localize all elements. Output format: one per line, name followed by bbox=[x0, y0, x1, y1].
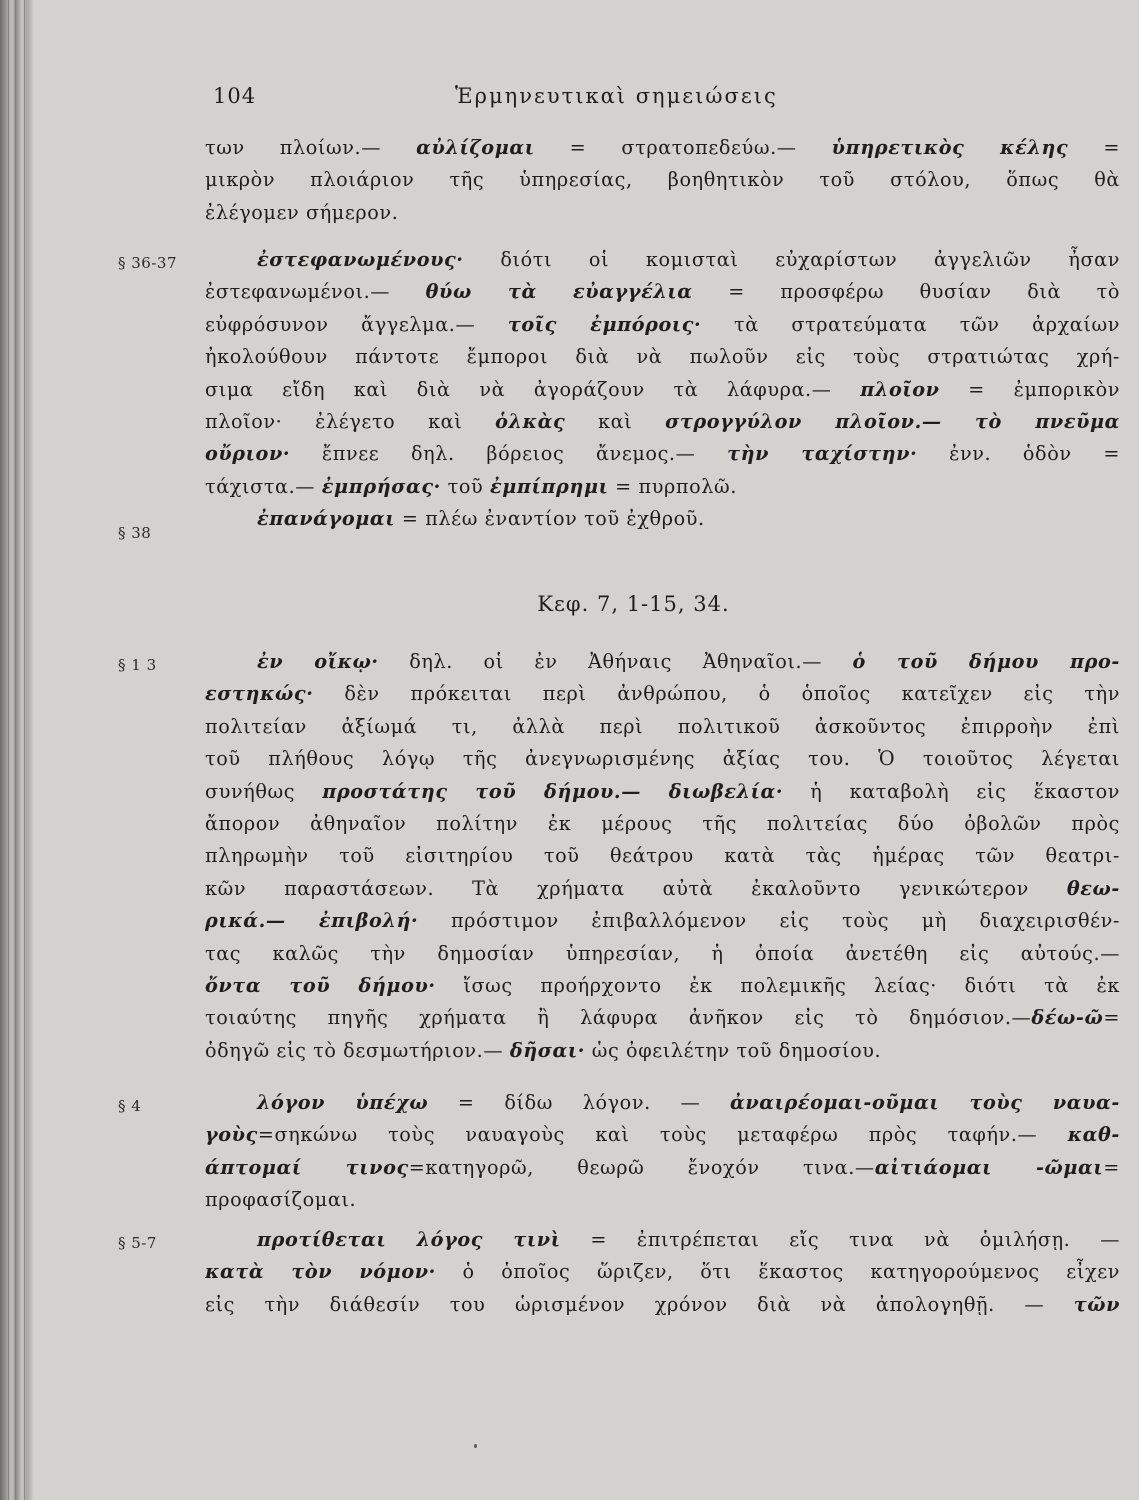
lemma-term: λόγον ὑπέχω bbox=[257, 1091, 429, 1114]
lemma-term: θύω τὰ εὐαγγέλια bbox=[425, 280, 693, 304]
lemma-term: εστηκώς· bbox=[205, 682, 314, 706]
gloss-text: διότι οἱ κομισταὶ εὐχαρίστων ἀγγελιῶν ἦσαν bbox=[463, 248, 1120, 271]
gloss-text: πληρωμὴν τοῦ εἰσιτηρίου τοῦ θεάτρου κατὰ τὰς ἡμέρας τῶν θεατρι- bbox=[205, 844, 1120, 868]
text-line bbox=[205, 840, 1120, 872]
text-line bbox=[205, 1152, 1120, 1184]
lemma-term: ἐπανάγομαι bbox=[257, 507, 396, 531]
page-edge-line bbox=[24, 0, 25, 1500]
page-header bbox=[0, 84, 1139, 118]
page-number: 104 bbox=[213, 84, 257, 108]
text-line bbox=[205, 341, 1120, 373]
lemma-term: πλοῖον bbox=[860, 377, 940, 401]
gloss-text: εἰς τὴν διάθεσίν του ὡρισμένον χρόνον διὰ νὰ ἀπολογηθῇ. — bbox=[205, 1292, 1074, 1316]
gloss-text: ἄπορον ἀθηναῖον πολίτην ἐκ μέρους τῆς πολιτείας δύο ὀβολῶν πρὸς bbox=[205, 811, 1120, 835]
margin-label-36-37: § 36-37 bbox=[118, 254, 178, 272]
text-line bbox=[205, 1035, 1120, 1067]
gloss-text: ἐλέγομεν σήμερον. bbox=[205, 200, 399, 224]
text-line bbox=[205, 1002, 1120, 1034]
chapter-heading: Κεφ. 7, 1-15, 34. bbox=[537, 592, 730, 616]
text-line bbox=[205, 471, 1120, 503]
dust-speck bbox=[474, 1444, 477, 1448]
text-line bbox=[205, 970, 1120, 1002]
text-line bbox=[205, 503, 1120, 535]
lemma-term: ὁ τοῦ δήμου προ- bbox=[852, 650, 1120, 673]
notes-block-36-38 bbox=[205, 244, 1120, 536]
notes-block-1-3 bbox=[205, 646, 1120, 1067]
gloss-text: ὁδηγῶ εἰς τὸ δεσμωτήριον.— bbox=[205, 1038, 510, 1062]
gloss-text: ἔπνεε δηλ. βόρειος ἄνεμος.— bbox=[290, 442, 728, 466]
gloss-text: ἡ καταβολὴ εἰς ἕκαστον bbox=[783, 779, 1120, 803]
text-line bbox=[205, 743, 1120, 775]
book-binding-edge bbox=[0, 0, 34, 1500]
gloss-text: κῶν παραστάσεων. Τὰ χρήματα αὐτὰ ἐκαλοῦντο γενικώτερον bbox=[205, 876, 1067, 900]
lemma-term: ὑπηρετικὸς κέλης bbox=[831, 136, 1069, 159]
gloss-text: ἐνν. ὁδὸν = bbox=[917, 442, 1120, 466]
text-line bbox=[205, 678, 1120, 710]
page-edge-line bbox=[8, 0, 9, 1500]
text-line bbox=[205, 808, 1120, 840]
lemma-term: ἐστεφανωμένους· bbox=[257, 248, 464, 271]
text-line bbox=[205, 776, 1120, 808]
text-line bbox=[205, 276, 1120, 308]
gloss-text: = ἐμπορικὸν bbox=[939, 377, 1120, 401]
gloss-text: = bbox=[1103, 1006, 1120, 1030]
gloss-text: =κατηγορῶ, θεωρῶ ἔνοχόν τινα.— bbox=[408, 1155, 875, 1179]
gloss-text: = προσφέρω θυσίαν διὰ τὸ bbox=[692, 280, 1120, 304]
lemma-term: καθ- bbox=[1067, 1123, 1120, 1147]
gloss-text: = στρατοπεδεύω.— bbox=[534, 136, 832, 159]
lemma-term: αὐλίζομαι bbox=[416, 136, 535, 159]
notes-block-5-7 bbox=[205, 1224, 1120, 1321]
gloss-text: τας καλῶς τὴν δημοσίαν ὑπηρεσίαν, ἡ ὁποία ἀνετέθη εἰς αὐτούς.— bbox=[205, 941, 1120, 965]
gloss-text: δηλ. οἱ ἐν Ἀθήναις Ἀθηναῖοι.— bbox=[378, 650, 853, 673]
page-edge-line bbox=[15, 0, 16, 1500]
text-line bbox=[205, 711, 1120, 743]
gloss-text: μικρὸν πλοιάριον τῆς ὑπηρεσίας, βοηθητικὸν τοῦ στόλου, ὅπως θὰ bbox=[205, 168, 1120, 192]
gloss-text: = bbox=[1103, 1155, 1120, 1179]
lemma-term: δέω-ῶ bbox=[1031, 1006, 1104, 1030]
notes-block-continued bbox=[205, 132, 1120, 229]
lemma-term: ἐμπίπρημι bbox=[489, 474, 609, 498]
margin-label-38: § 38 bbox=[118, 524, 152, 542]
lemma-term: άπτομαί τινος bbox=[205, 1155, 409, 1179]
lemma-term: ὁλκὰς bbox=[495, 409, 566, 433]
gloss-text: = δίδω λόγον. — bbox=[428, 1091, 730, 1114]
lemma-term: προστάτης τοῦ δήμου.— διωβελία· bbox=[322, 779, 784, 803]
text-line bbox=[205, 1119, 1120, 1151]
text-line bbox=[205, 197, 1120, 229]
text-line bbox=[205, 164, 1120, 196]
lemma-term: ἀναιρέομαι-οῦμαι τοὺς ναυα- bbox=[729, 1091, 1120, 1114]
lemma-term: τὴν ταχίστην· bbox=[727, 442, 918, 466]
running-title: Ἑρμηνευτικαὶ σημειώσεις bbox=[455, 84, 778, 108]
gloss-text: πρόστιμον ἐπιβαλλόμενον εἰς τοὺς μὴ διαχειρισθέν- bbox=[418, 909, 1120, 933]
lemma-term: ὄντα τοῦ δήμου· bbox=[205, 973, 436, 997]
notes-block-4 bbox=[205, 1087, 1120, 1217]
margin-label-1-3: § 1 3 bbox=[118, 656, 157, 674]
lemma-term: τοῖς ἐμπόροις· bbox=[507, 312, 702, 336]
gloss-text: = bbox=[1068, 136, 1120, 159]
gloss-text: σιμα εἴδη καὶ διὰ νὰ ἀγοράζουν τὰ λάφυρα.— bbox=[205, 377, 861, 401]
lemma-term: δῆσαι· bbox=[509, 1038, 586, 1062]
lemma-term: ρικά.— ἐπιβολή· bbox=[205, 909, 419, 933]
margin-label-5-7: § 5-7 bbox=[118, 1234, 157, 1252]
gloss-text: δὲν πρόκειται περὶ ἀνθρώπου, ὁ ὁποῖος κατεῖχεν εἰς τὴν bbox=[313, 682, 1120, 706]
gloss-text: τοῦ πλήθους λόγῳ τῆς ἀνεγνωρισμένης ἀξίας του. Ὁ τοιοῦτος λέγεται bbox=[205, 747, 1120, 771]
gloss-text: ἐστεφανωμένοι.— bbox=[205, 280, 426, 304]
lemma-term: οὔριον· bbox=[205, 442, 291, 466]
text-line bbox=[205, 406, 1120, 438]
lemma-term: ἐμπρήσας· bbox=[321, 474, 441, 498]
lemma-term: προτίθεται λόγος τινὶ bbox=[257, 1228, 561, 1251]
gloss-text: = πλέω ἐναντίον τοῦ ἐχθροῦ. bbox=[395, 507, 705, 531]
text-line bbox=[205, 309, 1120, 341]
lemma-term: θεω- bbox=[1066, 876, 1120, 900]
text-line bbox=[205, 1087, 1120, 1119]
text-line bbox=[205, 646, 1120, 678]
gloss-text: τὰ στρατεύματα τῶν ἀρχαίων bbox=[701, 312, 1120, 336]
text-line bbox=[205, 132, 1120, 164]
text-line bbox=[205, 873, 1120, 905]
gloss-text: τάχιστα.— bbox=[205, 474, 322, 498]
text-line bbox=[205, 1184, 1120, 1216]
lemma-term: στρογγύλον πλοῖον.— τὸ πνεῦμα bbox=[665, 409, 1120, 433]
gloss-text: ὁ ὁποῖος ὥριζεν, ὅτι ἕκαστος κατηγορούμενος εἶχεν bbox=[435, 1260, 1120, 1284]
lemma-term: γοὺς bbox=[205, 1123, 258, 1147]
gloss-text: πλοῖον· ἐλέγετο καὶ bbox=[205, 409, 496, 433]
text-line bbox=[205, 1224, 1120, 1256]
text-line bbox=[205, 438, 1120, 470]
lemma-term: τῶν bbox=[1073, 1292, 1120, 1316]
gloss-text: των πλοίων.— bbox=[205, 136, 417, 159]
text-line bbox=[205, 244, 1120, 276]
gloss-text: συνήθως bbox=[205, 779, 323, 803]
lemma-term: κατὰ τὸν νόμον· bbox=[205, 1260, 436, 1284]
gloss-text: τοιαύτης πηγῆς χρήματα ἢ λάφυρα ἀνῆκον εἰς τὸ δημόσιον.— bbox=[205, 1006, 1032, 1030]
gloss-text: καὶ bbox=[565, 409, 666, 433]
gloss-text: ἴσως προήρχοντο ἐκ πολεμικῆς λείας· διότι τὰ ἐκ bbox=[435, 973, 1120, 997]
gloss-text: ἠκολούθουν πάντοτε ἔμποροι διὰ νὰ πωλοῦν εἰς τοὺς στρατιώτας χρή- bbox=[205, 345, 1120, 369]
gloss-text: ὡς ὀφειλέτην τοῦ δημοσίου. bbox=[585, 1038, 882, 1062]
text-line bbox=[205, 938, 1120, 970]
text-line bbox=[205, 1289, 1120, 1321]
lemma-term: ἐν οἴκῳ· bbox=[257, 650, 379, 673]
text-line bbox=[205, 905, 1120, 937]
text-line bbox=[205, 1256, 1120, 1288]
gloss-text: =σηκώνω τοὺς ναυαγοὺς καὶ τοὺς μεταφέρω πρὸς ταφήν.— bbox=[257, 1123, 1068, 1147]
gloss-text: = ἐπιτρέπεται εἴς τινα νὰ ὁμιλήσῃ. — bbox=[560, 1228, 1120, 1251]
text-line bbox=[205, 374, 1120, 406]
gloss-text: τοῦ bbox=[440, 474, 490, 498]
gloss-text: εὐφρόσυνον ἄγγελμα.— bbox=[205, 312, 508, 336]
margin-label-4: § 4 bbox=[118, 1097, 142, 1115]
gloss-text: πολιτείαν ἀξίωμά τι, ἀλλὰ περὶ πολιτικοῦ ἀσκοῦντος ἐπιρροὴν ἐπὶ bbox=[205, 714, 1120, 738]
gloss-text: προφασίζομαι. bbox=[205, 1188, 357, 1212]
lemma-term: αἰτιάομαι -ῶμαι bbox=[874, 1155, 1104, 1179]
gloss-text: = πυρπολῶ. bbox=[608, 474, 737, 498]
